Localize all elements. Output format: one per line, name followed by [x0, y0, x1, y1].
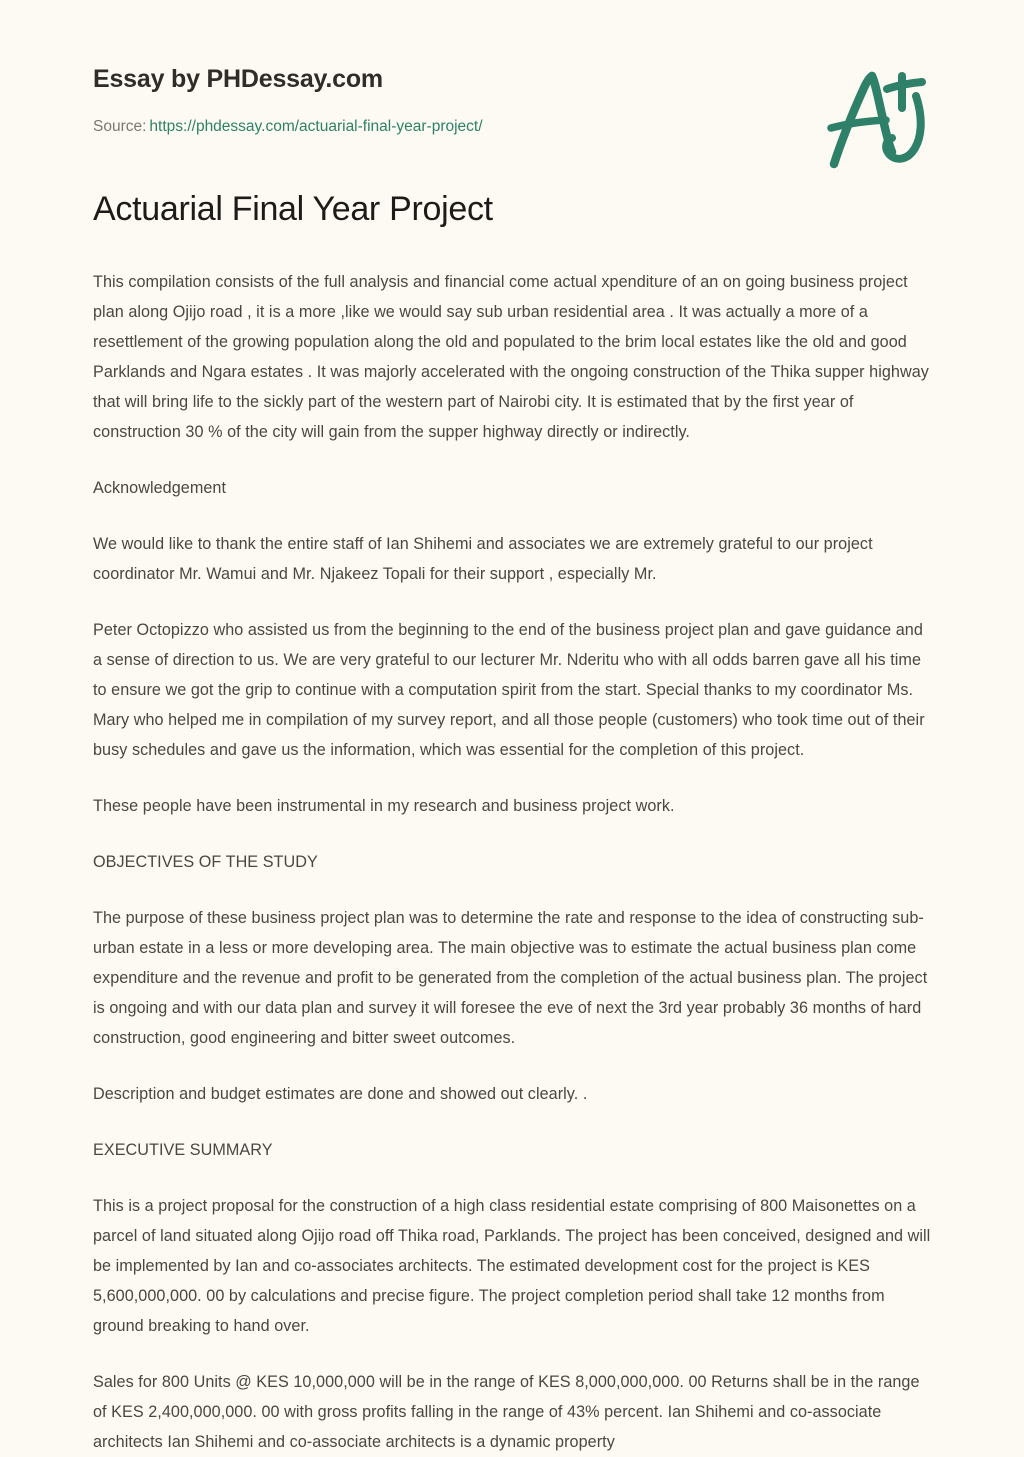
section-heading-objectives: OBJECTIVES OF THE STUDY [93, 852, 318, 871]
section-heading-executive-summary: EXECUTIVE SUMMARY [93, 1140, 273, 1159]
article-body [93, 267, 933, 1457]
page-title: Actuarial Final Year Project [93, 190, 493, 228]
paragraph-7: This is a project proposal for the construction of a high class residential estate comprising of 800 Maisonettes on a parcel of land situated along Ojijo road off Thika road, Parklands. The project has been conceived, designed and will be implemented by Ian and co-associates architects. The estimated development cost for the project is KES 5,600,000,000. 00 by calculations and precise figure. The project completion period shall take 12 months from ground breaking to hand over. [93, 1196, 931, 1335]
paragraph-2: We would like to thank the entire staff of Ian Shihemi and associates we are extremely grateful to our project coordinator Mr. Wamui and Mr. Njakeez Topali for their support , especially Mr. [93, 534, 873, 583]
paragraph-4: These people have been instrumental in my research and business project work. [93, 796, 675, 815]
paragraph-3: Peter Octopizzo who assisted us from the beginning to the end of the business project plan and gave guidance and a sense of direction to us. We are very grateful to our lecturer Mr. Nderitu who with all odds barren gave all his time to ensure we got the grip to continue with a computation spirit from the start. Special thanks to my coordinator Ms. Mary who helped me in compilation of my survey report, and all those people (customers) who took time out of their busy schedules and gave us the information, which was essential for the completion of this project. [93, 620, 925, 759]
article-container [0, 188, 1024, 1457]
paragraph-5: The purpose of these business project plan was to determine the rate and response to the idea of constructing sub-urban estate in a less or more developing area. The main objective was to estimate the actual business plan come expenditure and the revenue and profit to be generated from the completion of the actual business plan. The project is ongoing and with our data plan and survey it will foresee the eve of next the 3rd year probably 36 months of hard construction, good engineering and bitter sweet outcomes. [93, 908, 928, 1047]
source-url-link[interactable]: https://phdessay.com/actuarial-final-year-project/ [149, 118, 483, 135]
phdessay-a-plus-logo-icon [816, 52, 946, 182]
site-header [0, 0, 1024, 188]
paragraph-1: This compilation consists of the full analysis and financial come actual xpenditure of an on going business project plan along Ojijo road , it is a more ,like we would say sub urban residential area . It was actually a more of a resettlement of the growing population along the old and populated to the brim local estates like the old and good Parklands and Ngara estates . It was majorly accelerated with the ongoing construction of the Thika supper highway that will bring life to the sickly part of the western part of Nairobi city. It is estimated that by the first year of construction 30 % of the city will gain from the supper highway directly or indirectly. [93, 272, 929, 441]
paragraph-6: Description and budget estimates are done and showed out clearly. . [93, 1084, 588, 1103]
brand-title: Essay by PHDessay.com [93, 65, 383, 93]
section-heading-acknowledgement: Acknowledgement [93, 478, 227, 497]
source-label: Source: [93, 118, 147, 135]
source-line [93, 117, 931, 137]
a-plus-logo-svg [816, 52, 946, 182]
paragraph-8: Sales for 800 Units @ KES 10,000,000 will be in the range of KES 8,000,000,000. 00 Returns shall be in the range of KES 2,400,000,000. 00 with gross profits falling in the range of 43% percent. Ian Shihemi and co-associate architects Ian Shihemi and co-associate architects is a dynamic property [93, 1372, 920, 1451]
